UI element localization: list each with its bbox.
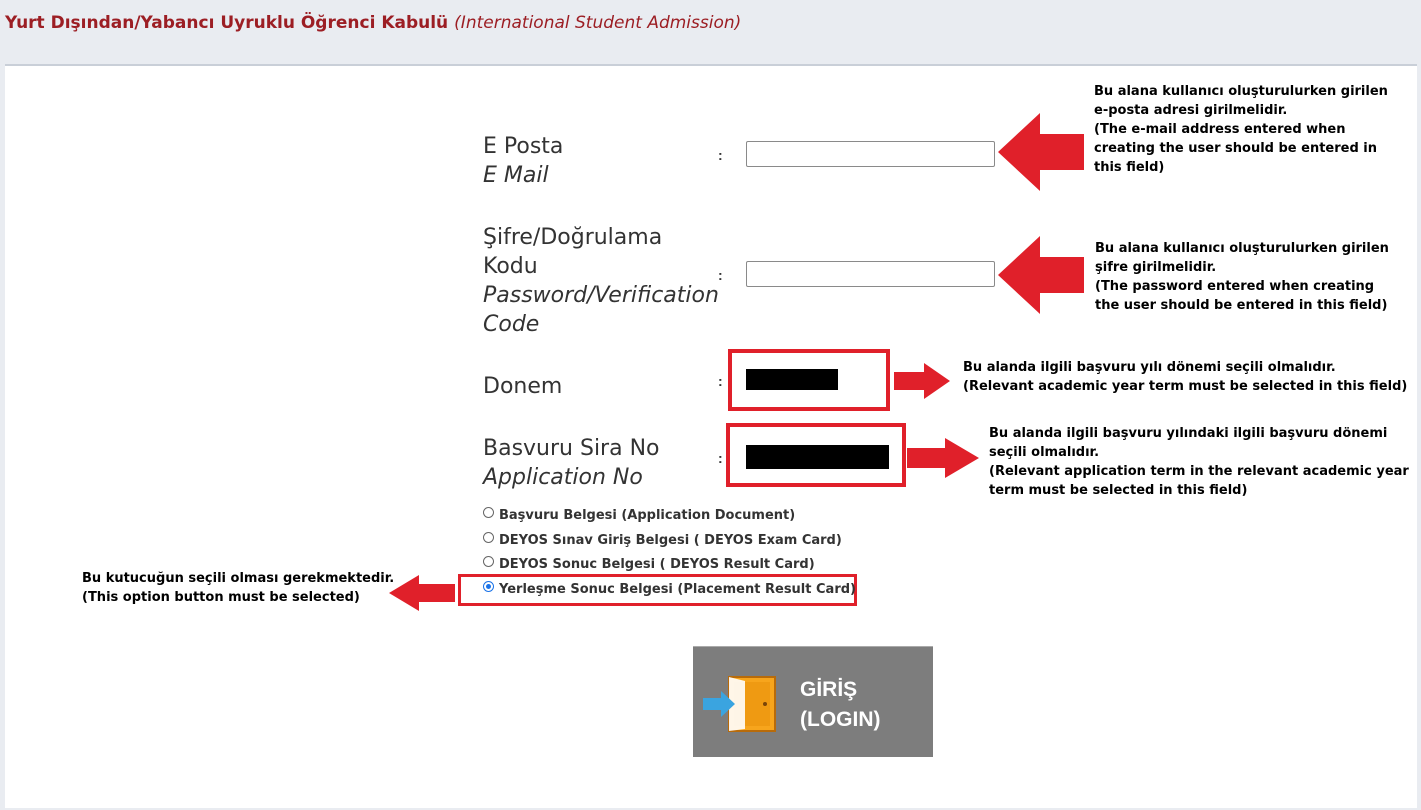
page-title-en: (International Student Admission) [454, 13, 742, 33]
term-label: Donem [483, 374, 563, 399]
radio-application-document[interactable] [483, 507, 494, 518]
password-label [483, 223, 723, 339]
option-application-document[interactable] [483, 508, 795, 523]
radio-result-card[interactable] [483, 556, 494, 567]
application-colon: : [718, 450, 723, 466]
application-label-en: Application No [483, 465, 643, 490]
password-label-en: Password/Verification Code [483, 283, 719, 337]
option-label: Yerleşme Sonuc Belgesi (Placement Result Card) [499, 582, 856, 597]
email-input[interactable] [746, 141, 995, 167]
arrow-left-icon [389, 575, 455, 611]
option-label: DEYOS Sınav Giriş Belgesi ( DEYOS Exam Card) [499, 533, 842, 548]
term-select-redacted[interactable] [746, 369, 838, 390]
login-label: GİRİŞ (LOGIN) [800, 678, 881, 731]
door-enter-icon [701, 671, 781, 737]
radio-exam-card[interactable] [483, 532, 494, 543]
radio-placement-result-card[interactable] [483, 581, 494, 592]
option-label: DEYOS Sonuc Belgesi ( DEYOS Result Card) [499, 557, 815, 572]
application-label [483, 434, 660, 492]
application-label-tr: Basvuru Sira No [483, 436, 660, 461]
option-annotation: Bu kutucuğun seçili olması gerekmektedir. (This option button must be selected) [82, 571, 395, 605]
application-annotation: Bu alanda ilgili başvuru yılındaki ilgili başvuru dönemi seçili olmalıdır. (Relevant application term in the relevant academic year term must be selected in this field) [989, 426, 1409, 498]
email-label-tr: E Posta [483, 134, 564, 159]
password-input[interactable] [746, 261, 995, 287]
option-label: Başvuru Belgesi (Application Document) [499, 508, 796, 523]
email-colon: : [718, 147, 723, 163]
password-annotation: Bu alana kullanıcı oluşturulurken girilen şifre girilmelidir. (The password entered when creating the user should be entered in this field) [1095, 241, 1389, 313]
option-placement-result-card[interactable] [483, 582, 856, 597]
password-colon: : [718, 267, 723, 283]
email-label [483, 132, 563, 190]
page-title-tr: Yurt Dışından/Yabancı Uyruklu Öğrenci Kabulü [5, 13, 449, 33]
arrow-left-icon [998, 236, 1084, 314]
page-title [5, 13, 741, 33]
password-label-tr: Şifre/Doğrulama Kodu [483, 225, 663, 279]
arrow-right-icon [894, 363, 950, 399]
option-exam-card[interactable] [483, 533, 842, 548]
email-label-en: E Mail [483, 163, 549, 188]
arrow-left-icon [998, 113, 1084, 191]
login-button[interactable] [693, 646, 933, 757]
term-annotation: Bu alanda ilgili başvuru yılı dönemi seçili olmalıdır. (Relevant academic year term must be selected in this field) [963, 360, 1408, 394]
option-result-card[interactable] [483, 557, 815, 572]
application-select-redacted[interactable] [746, 445, 889, 469]
page-header [0, 0, 1421, 62]
arrow-right-icon [907, 438, 979, 478]
term-colon: : [718, 373, 723, 389]
email-annotation: Bu alana kullanıcı oluşturulurken girilen e-posta adresi girilmelidir. (The e-mail address entered when creating the user should be entered in this field) [1094, 84, 1388, 175]
